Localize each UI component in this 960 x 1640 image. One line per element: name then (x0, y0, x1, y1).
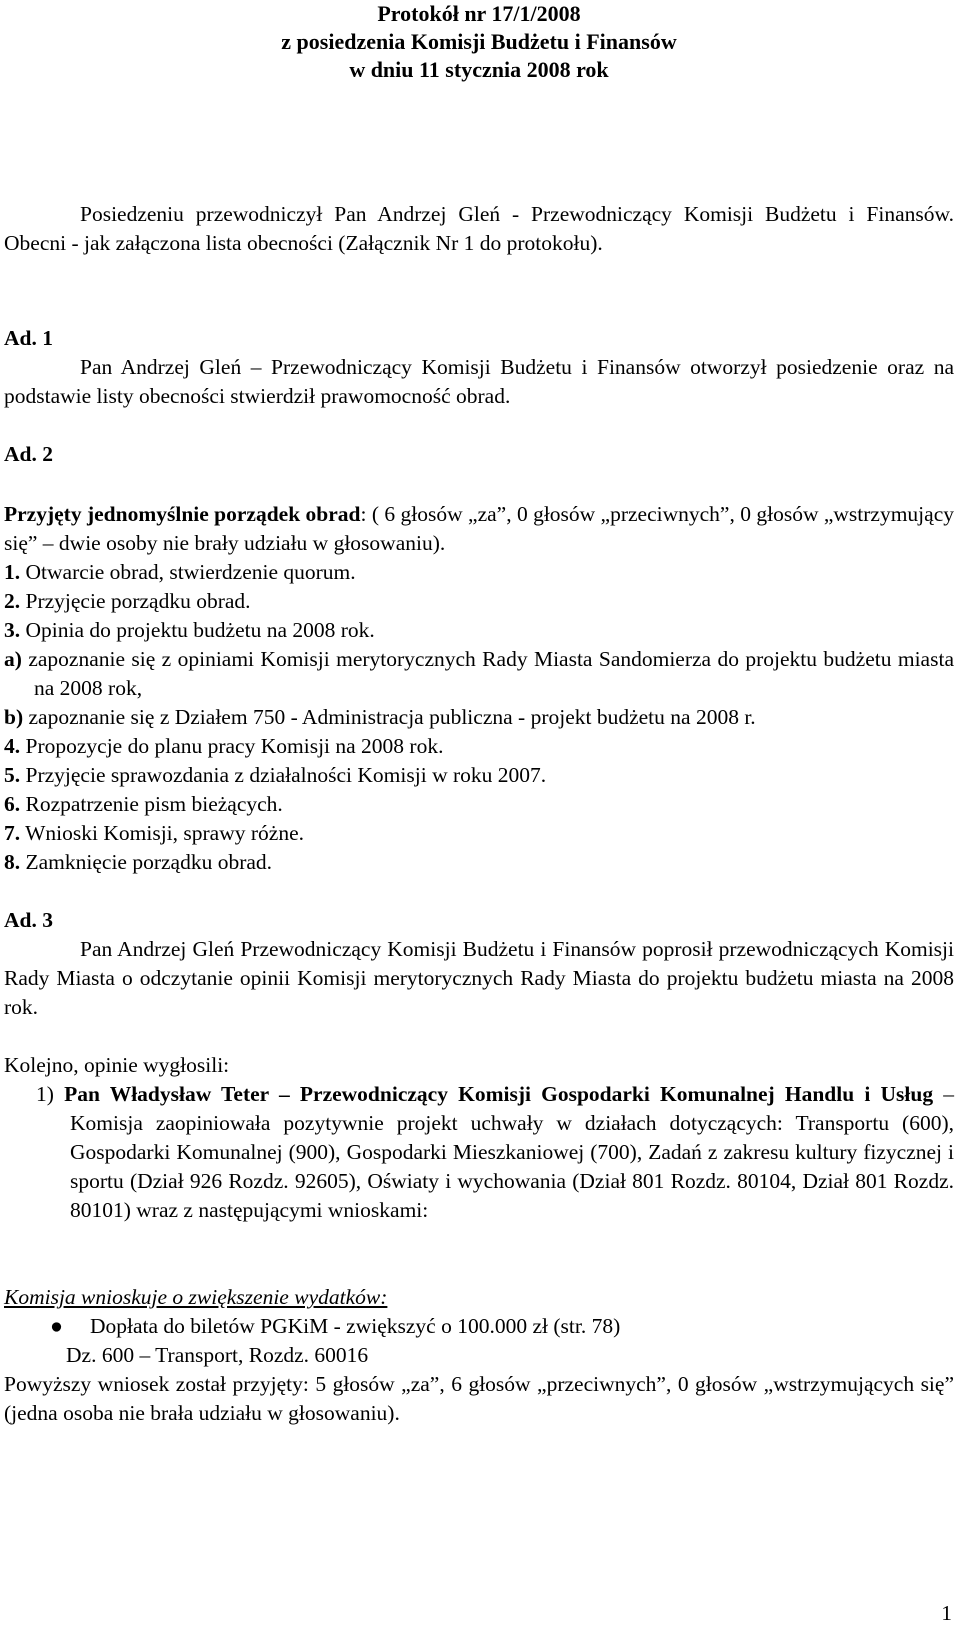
agenda-item: 4. Propozycje do planu pracy Komisji na 2008 rok. (4, 734, 444, 758)
opinion-1 (4, 1080, 954, 1225)
ad3-heading: Ad. 3 (4, 908, 53, 932)
agenda-item: 5. Przyjęcie sprawozdania z działalności Komisji w roku 2007. (4, 763, 547, 787)
intro-paragraph: Posiedzeniu przewodniczył Pan Andrzej Gleń - Przewodniczący Komisji Budżetu i Finansów. Obecni - jak załączona lista obecności (Załącznik Nr 1 do protokołu). (4, 202, 954, 255)
document-page (4, 0, 954, 1640)
agenda-item: 8. Zamknięcie porządku obrad. (4, 850, 273, 874)
opinion-1-number: 1) (36, 1082, 54, 1106)
ad2-vote-bold: Przyjęty jednomyślnie porządek obrad (4, 502, 361, 526)
bullet-text: Dopłata do biletów PGKiM - zwiększyć o 100.000 zł (str. 78) (90, 1314, 621, 1338)
request-heading: Komisja wnioskuje o zwiększenie wydatków: (4, 1285, 388, 1309)
ad2-vote-paragraph (4, 500, 954, 558)
vote-result: Powyższy wniosek został przyjęty: 5 głosów „za”, 6 głosów „przeciwnych”, 0 głosów „wstrzymujących się” (jedna osoba nie brała udziału w głosowaniu). (4, 1372, 954, 1425)
ad1-heading: Ad. 1 (4, 326, 53, 350)
agenda-item: 3. Opinia do projektu budżetu na 2008 rok. (4, 618, 375, 642)
opinion-1-text: – Komisja zaopiniowała pozytywnie projekt uchwały w działach dotyczących: Transportu (600), Gospodarki Komunalnej (900), Gospodarki Mieszkaniowej (700), Zadań z zakresu kultury fizycznej i sportu (Dział 926 Rozdz. 92605), Oświaty i wychowania (Dział 801 Rozdz. 80104, Dział 801 Rozdz. 80101) wraz z następującymi wnioskami: (70, 1082, 954, 1222)
bullet-icon: ● (50, 1314, 63, 1338)
agenda-item: 2. Przyjęcie porządku obrad. (4, 589, 251, 613)
ad2-heading: Ad. 2 (4, 442, 53, 466)
opinions-intro: Kolejno, opinie wygłosili: (4, 1053, 230, 1077)
agenda-item: 6. Rozpatrzenie pism bieżących. (4, 792, 283, 816)
title-line-3: w dniu 11 stycznia 2008 rok (349, 57, 609, 82)
document-title (4, 0, 954, 84)
title-line-2: z posiedzenia Komisji Budżetu i Finansów (281, 29, 677, 54)
bullet-subtext: Dz. 600 – Transport, Rozdz. 60016 (66, 1343, 369, 1367)
ad1-paragraph: Pan Andrzej Gleń – Przewodniczący Komisji Budżetu i Finansów otworzył posiedzenie oraz na podstawie listy obecności stwierdził prawomocność obrad. (4, 355, 954, 408)
page-number: 1 (941, 1601, 952, 1625)
agenda-subitem-b: b) zapoznanie się z Działem 750 - Administracja publiczna - projekt budżetu na 2008 r. (4, 705, 756, 729)
agenda-item: 7. Wnioski Komisji, sprawy różne. (4, 821, 304, 845)
agenda-subitem-a: a) zapoznanie się z opiniami Komisji merytorycznych Rady Miasta Sandomierza do projektu budżetu miasta na 2008 rok, (4, 647, 954, 700)
ad3-paragraph: Pan Andrzej Gleń Przewodniczący Komisji Budżetu i Finansów poprosił przewodniczących Komisji Rady Miasta o odczytanie opinii Komisji merytorycznych Rady Miasta do projektu budżetu miasta na 2008 rok. (4, 937, 954, 1019)
title-line-1: Protokół nr 17/1/2008 (377, 1, 581, 26)
agenda-item: 1. Otwarcie obrad, stwierdzenie quorum. (4, 560, 356, 584)
opinion-1-speaker: Pan Władysław Teter – Przewodniczący Komisji Gospodarki Komunalnej Handlu i Usług (64, 1082, 934, 1106)
ad2-vote-rest: : ( 6 głosów „za”, 0 głosów „przeciwnych”, 0 głosów „wstrzymujący się” – dwie osoby nie brały udziału w głosowaniu). (4, 502, 954, 555)
